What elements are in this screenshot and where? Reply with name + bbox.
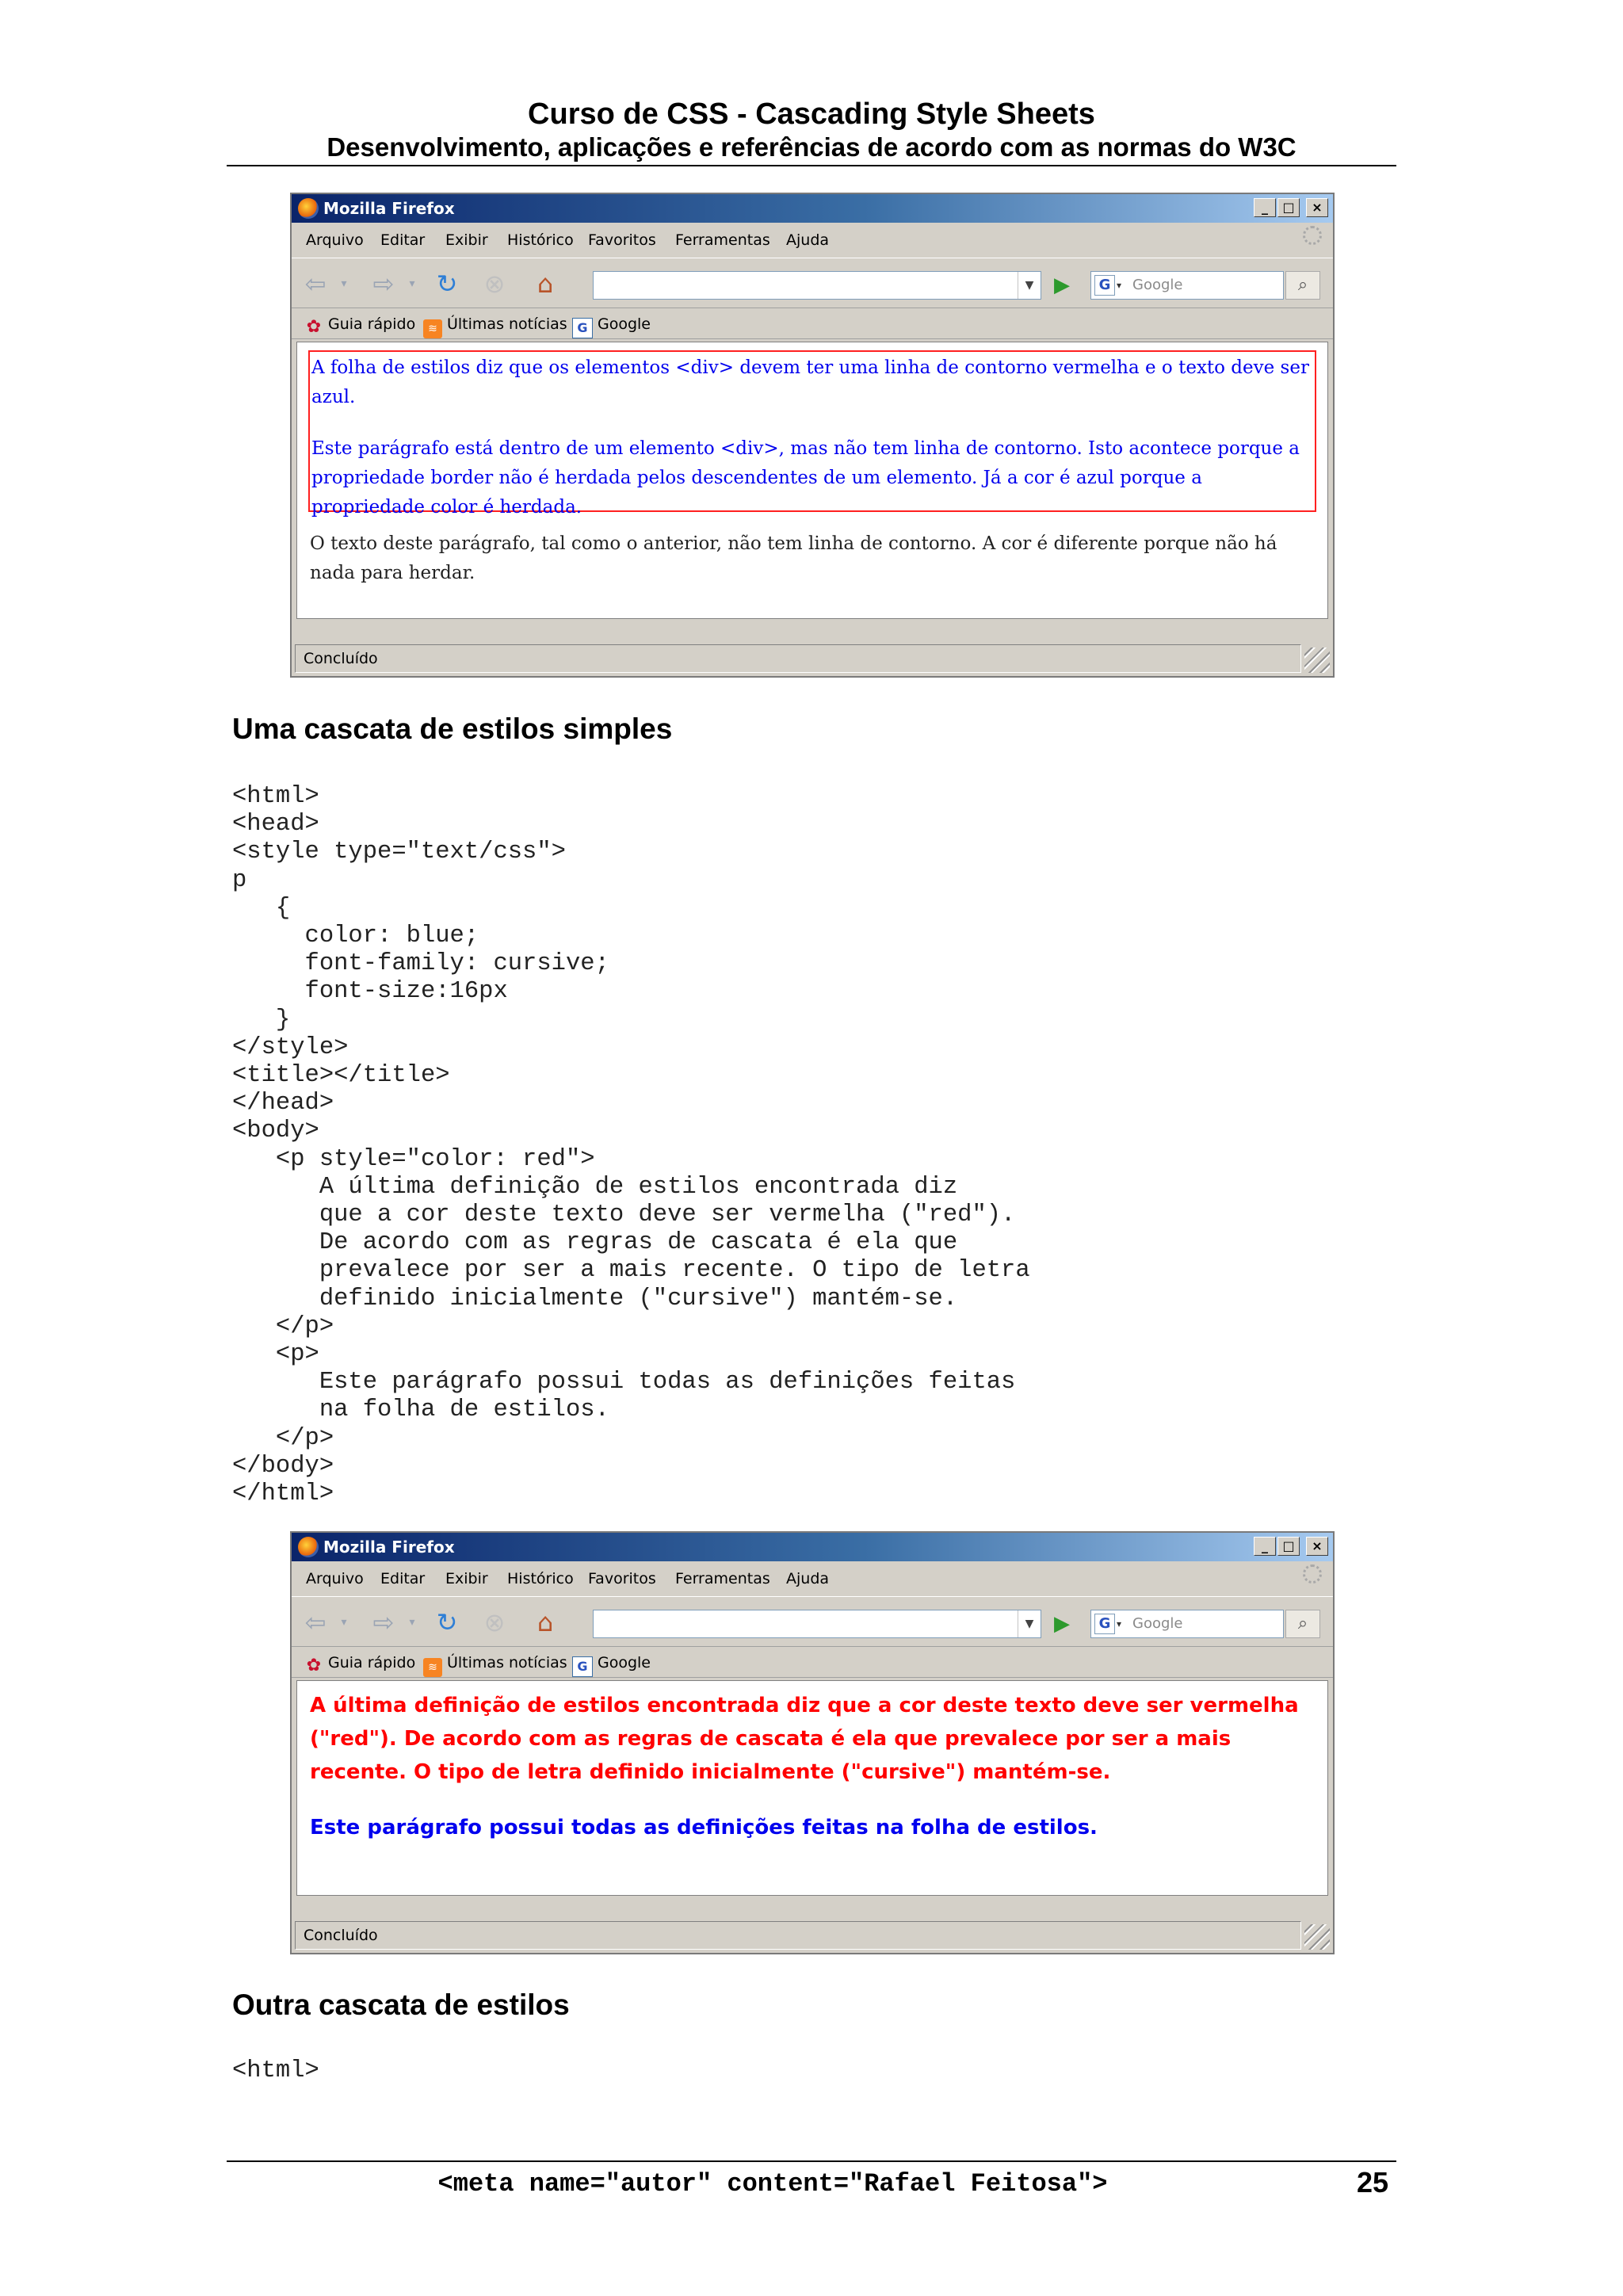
search-placeholder: Google bbox=[1132, 1615, 1183, 1632]
menu-item-ajuda[interactable]: Ajuda bbox=[786, 1570, 830, 1587]
back-dropdown-icon[interactable]: ▾ bbox=[341, 277, 347, 290]
search-box[interactable] bbox=[1090, 271, 1284, 300]
header-rule bbox=[227, 165, 1396, 166]
back-icon[interactable]: ⇦ bbox=[304, 1607, 327, 1637]
menu-item-arquivo[interactable]: Arquivo bbox=[306, 1570, 364, 1587]
google-engine-icon[interactable]: G bbox=[1094, 1614, 1115, 1634]
guide-icon: ✿ bbox=[306, 317, 322, 337]
bookmarks-toolbar bbox=[292, 1648, 1333, 1678]
document-subtitle: Desenvolvimento, aplicações e referências de acordo com as normas do W3C bbox=[327, 132, 1296, 162]
throbber-icon bbox=[1303, 1564, 1322, 1584]
bookmark-ultimas-noticias[interactable]: ≋ Últimas notícias bbox=[423, 1648, 567, 1677]
minimize-button[interactable]: _ bbox=[1254, 198, 1276, 217]
home-icon[interactable]: ⌂ bbox=[537, 269, 554, 299]
bookmark-google[interactable]: G Google bbox=[572, 310, 651, 338]
window-title: Mozilla Firefox bbox=[323, 1538, 455, 1557]
menu-item-exibir[interactable]: Exibir bbox=[445, 1570, 488, 1587]
menu-bar bbox=[292, 1564, 1333, 1593]
go-icon[interactable]: ▶ bbox=[1054, 273, 1070, 297]
document-title: Curso de CSS - Cascading Style Sheets bbox=[528, 97, 1095, 131]
resize-grip-icon[interactable] bbox=[1304, 648, 1330, 673]
search-icon[interactable]: ⌕ bbox=[1285, 271, 1320, 300]
outer-paragraph: O texto deste parágrafo, tal como o anterior, não tem linha de contorno. A cor é diferente porque não há nada para herdar. bbox=[310, 533, 1277, 583]
status-bar: Concluído bbox=[295, 644, 1301, 673]
window-title: Mozilla Firefox bbox=[323, 199, 455, 218]
menu-item-ajuda[interactable]: Ajuda bbox=[786, 231, 830, 249]
search-icon[interactable]: ⌕ bbox=[1285, 1610, 1320, 1638]
google-icon: G bbox=[572, 1656, 593, 1677]
status-bar: Concluído bbox=[295, 1921, 1301, 1950]
address-bar[interactable] bbox=[593, 271, 1041, 300]
menu-item-editar[interactable]: Editar bbox=[380, 231, 426, 249]
reload-icon[interactable]: ↻ bbox=[436, 1607, 458, 1637]
menu-item-historico[interactable]: Histórico bbox=[507, 1570, 574, 1587]
browser-window-2 bbox=[290, 1531, 1335, 1954]
menu-item-exibir[interactable]: Exibir bbox=[445, 231, 488, 249]
address-dropdown-icon[interactable]: ▼ bbox=[1018, 272, 1041, 299]
page-viewport bbox=[296, 1680, 1328, 1896]
close-button[interactable]: × bbox=[1306, 198, 1328, 217]
div-paragraph-2: Este parágrafo está dentro de um elemento <div>, mas não tem linha de contorno. Isto acontece porque a propriedade border não é herdada pelos descendentes de um elemento. Já a cor é azul porque a propriedade color é herdada. bbox=[311, 438, 1300, 518]
address-dropdown-icon[interactable]: ▼ bbox=[1018, 1610, 1041, 1637]
forward-dropdown-icon[interactable]: ▾ bbox=[409, 277, 415, 290]
div-paragraph-1: A folha de estilos diz que os elementos <div> devem ter uma linha de contorno vermelha e o texto deve ser azul. bbox=[311, 357, 1309, 407]
firefox-logo-icon bbox=[298, 198, 319, 219]
navigation-toolbar bbox=[292, 258, 1333, 308]
div-with-red-border bbox=[308, 350, 1316, 518]
page-number: 25 bbox=[1357, 2166, 1389, 2199]
search-box[interactable] bbox=[1090, 1610, 1284, 1638]
home-icon[interactable]: ⌂ bbox=[537, 1607, 554, 1637]
back-icon[interactable]: ⇦ bbox=[304, 269, 327, 299]
guide-icon: ✿ bbox=[306, 1656, 322, 1675]
browser-window-1 bbox=[290, 193, 1335, 678]
menu-bar bbox=[292, 226, 1333, 254]
menu-item-editar[interactable]: Editar bbox=[380, 1570, 426, 1587]
bookmark-guia-rapido[interactable]: ✿ Guia rápido bbox=[304, 1648, 415, 1677]
blue-paragraph: Este parágrafo possui todas as definições feitas na folha de estilos. bbox=[310, 1816, 1098, 1839]
stop-icon[interactable]: ⊗ bbox=[483, 269, 506, 299]
google-icon: G bbox=[572, 318, 593, 338]
reload-icon[interactable]: ↻ bbox=[436, 269, 458, 299]
navigation-toolbar bbox=[292, 1596, 1333, 1647]
section-heading-another-cascade: Outra cascata de estilos bbox=[232, 1988, 570, 2021]
throbber-icon bbox=[1303, 226, 1322, 245]
bookmarks-toolbar bbox=[292, 310, 1333, 339]
back-dropdown-icon[interactable]: ▾ bbox=[341, 1616, 347, 1629]
code-listing-another-cascade: <html> bbox=[232, 2057, 319, 2084]
address-bar[interactable] bbox=[593, 1610, 1041, 1638]
title-bar bbox=[292, 1533, 1333, 1561]
engine-dropdown-icon[interactable]: ▾ bbox=[1117, 280, 1122, 291]
minimize-button[interactable]: _ bbox=[1254, 1537, 1276, 1556]
bookmark-ultimas-noticias[interactable]: ≋ Últimas notícias bbox=[423, 310, 567, 338]
bookmark-google[interactable]: G Google bbox=[572, 1648, 651, 1677]
menu-item-historico[interactable]: Histórico bbox=[507, 231, 574, 249]
forward-dropdown-icon[interactable]: ▾ bbox=[409, 1616, 415, 1629]
maximize-button[interactable]: □ bbox=[1277, 1537, 1300, 1556]
code-listing-simple-cascade: <html> <head> <style type="text/css"> p { color: blue; font-family: cursive; font-size:16px } </style> <title></title> </head> <body> <p style="color: red"> A última definição de estilos encontrada diz que a cor deste texto deve ser vermelha ("red"). De acordo com as regras de cascata é ela que prevalece por ser a mais recente. O tipo de letra definido inicialmente ("cursive") mantém-se. </p> <p> Este parágrafo possui todas as definições feitas na folha de estilos. </p> </body> </html> bbox=[232, 783, 1030, 1508]
forward-icon[interactable]: ⇨ bbox=[372, 269, 395, 299]
footer-rule bbox=[227, 2160, 1396, 2162]
page-viewport bbox=[296, 342, 1328, 619]
menu-item-ferramentas[interactable]: Ferramentas bbox=[675, 1570, 770, 1587]
close-button[interactable]: × bbox=[1306, 1537, 1328, 1556]
menu-item-favoritos[interactable]: Favoritos bbox=[588, 231, 656, 249]
search-placeholder: Google bbox=[1132, 277, 1183, 293]
footer-text: <meta name="autor" content="Rafael Feitosa"> bbox=[437, 2169, 1108, 2199]
red-paragraph: A última definição de estilos encontrada diz que a cor deste texto deve ser vermelha ("red"). De acordo com as regras de cascata é ela que prevalece por ser a mais recente. O tipo de letra definido inicialmente ("cursive") mantém-se. bbox=[310, 1694, 1299, 1784]
google-engine-icon[interactable]: G bbox=[1094, 275, 1115, 296]
bookmark-guia-rapido[interactable]: ✿ Guia rápido bbox=[304, 310, 415, 338]
title-bar bbox=[292, 194, 1333, 223]
forward-icon[interactable]: ⇨ bbox=[372, 1607, 395, 1637]
rss-icon: ≋ bbox=[423, 319, 442, 338]
resize-grip-icon[interactable] bbox=[1304, 1924, 1330, 1950]
menu-item-arquivo[interactable]: Arquivo bbox=[306, 231, 364, 249]
firefox-logo-icon bbox=[298, 1537, 319, 1557]
menu-item-ferramentas[interactable]: Ferramentas bbox=[675, 231, 770, 249]
rss-icon: ≋ bbox=[423, 1658, 442, 1677]
go-icon[interactable]: ▶ bbox=[1054, 1612, 1070, 1636]
maximize-button[interactable]: □ bbox=[1277, 198, 1300, 217]
stop-icon[interactable]: ⊗ bbox=[483, 1607, 506, 1637]
section-heading-simple-cascade: Uma cascata de estilos simples bbox=[232, 712, 673, 745]
menu-item-favoritos[interactable]: Favoritos bbox=[588, 1570, 656, 1587]
engine-dropdown-icon[interactable]: ▾ bbox=[1117, 1618, 1122, 1629]
